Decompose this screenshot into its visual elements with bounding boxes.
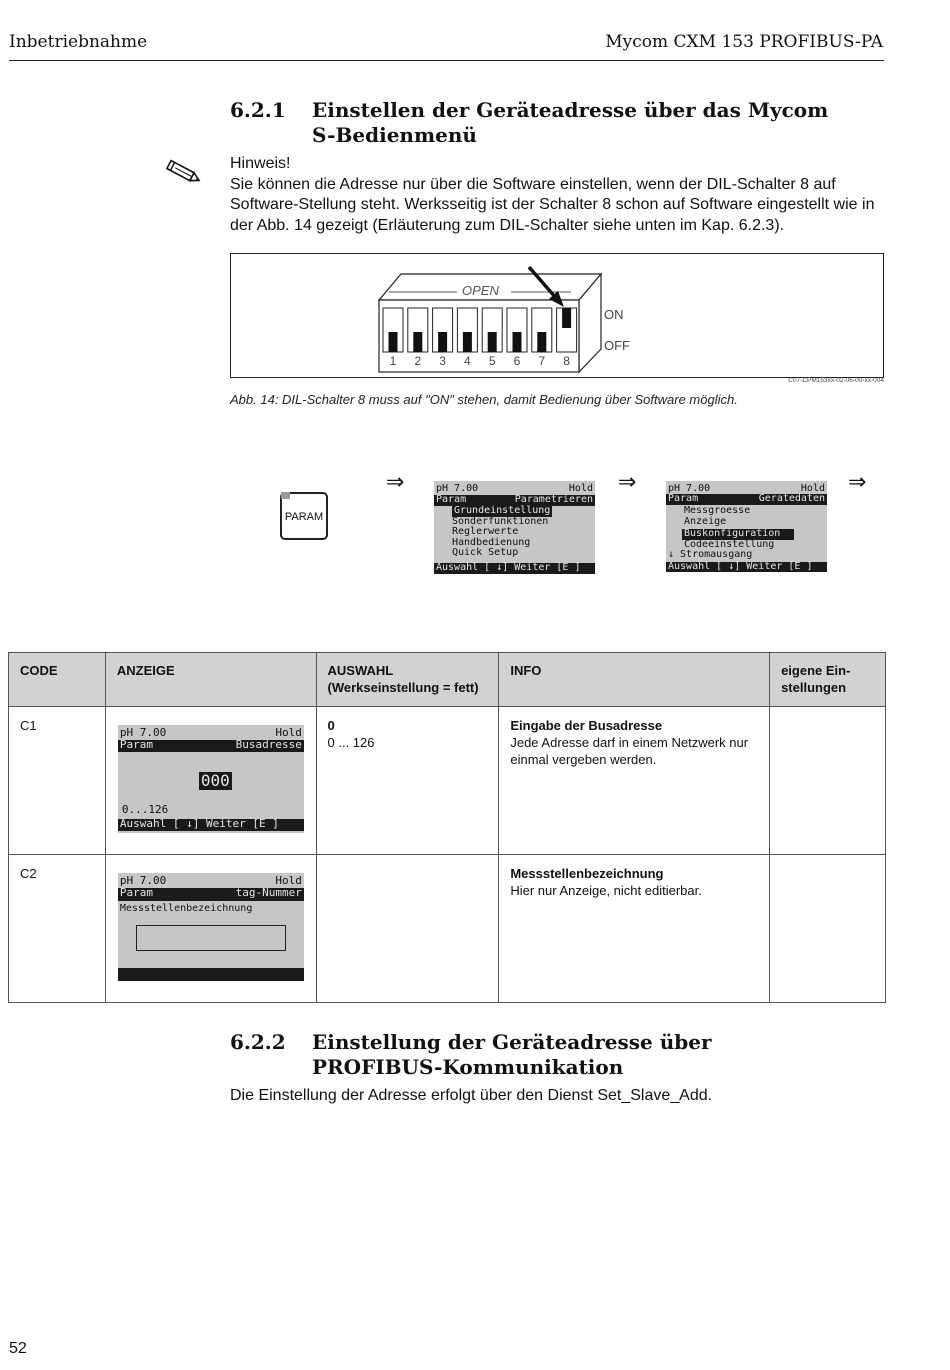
cell-info: [499, 855, 770, 1003]
cell-eigene: [770, 707, 886, 855]
lcd-footer: Auswahl [ ↓] Weiter [E ]: [119, 817, 279, 830]
dil-switch-knob-off: [438, 332, 447, 352]
cell-anzeige: [105, 855, 316, 1003]
dil-off-label: OFF: [604, 338, 630, 353]
table-row: [9, 855, 886, 1003]
lcd-range: 0...126: [121, 803, 169, 816]
figure-caption: Abb. 14: DIL-Schalter 8 muss auf "ON" stehen, damit Bedienung über Software möglich.: [230, 392, 738, 407]
lcd-address-value: 000: [200, 771, 230, 790]
column-header-code: CODE: [9, 653, 106, 707]
lcd-item: Handbedienung: [452, 537, 531, 548]
dil-open-label: OPEN: [462, 283, 499, 298]
lcd-screen-parametrieren: [434, 481, 595, 574]
lcd-screen-geratedaten: [666, 481, 827, 572]
dil-switch-knob-off: [463, 332, 472, 352]
lcd-menu-title: tag-Nummer: [235, 886, 302, 899]
lcd-hold: Hold: [800, 483, 825, 494]
lcd-menu-title: Parametrieren: [514, 494, 593, 505]
dil-switch-number: 4: [464, 354, 471, 368]
lcd-menu-left: Param: [119, 738, 154, 751]
lcd-hold: Hold: [568, 483, 593, 494]
lcd-hold: Hold: [275, 726, 302, 739]
column-header-anzeige: ANZEIGE: [105, 653, 316, 707]
lcd-item: Anzeige: [684, 516, 727, 527]
dil-switch-number: 7: [538, 354, 546, 368]
dil-switch-knob-off: [389, 332, 398, 352]
info-text: Jede Adresse darf in einem Netzwerk nur einmal vergeben werden.: [510, 735, 749, 767]
lcd-menu-left: Param: [119, 886, 154, 899]
dil-switch-number: 8: [563, 354, 570, 368]
lcd-item-selected: Buskonfiguration: [682, 529, 794, 540]
lcd-ph: pH 7.00: [119, 874, 167, 887]
note-block: [230, 154, 890, 236]
pencil-icon: [162, 154, 202, 190]
section-number: 6.2.2: [230, 1030, 286, 1054]
table-row: [9, 707, 886, 855]
dil-switch-knob-off: [513, 332, 522, 352]
lcd-ph: pH 7.00: [436, 483, 479, 494]
section-title: Einstellung der Geräteadresse über PROFIBUS-Kommunikation: [312, 1030, 712, 1079]
lcd-line: Messstellenbezeichnung: [119, 903, 253, 914]
dil-switch-knob-off: [413, 332, 422, 352]
lcd-screen-tag-nummer: [118, 873, 304, 981]
param-key: PARAM: [280, 492, 328, 540]
column-header-info: INFO: [499, 653, 770, 707]
sequence-arrow: ⇒: [618, 470, 637, 495]
code-table: [8, 652, 886, 1003]
lcd-item: Codeeinstellung: [684, 539, 775, 550]
lcd-menu-left: Param: [436, 494, 467, 505]
auswahl-range: 0 ... 126: [327, 735, 375, 750]
lcd-footer: Auswahl [ ↓] Weiter [E ]: [436, 562, 581, 573]
dil-switch-number: 6: [513, 354, 521, 368]
dil-switch-drawing: [231, 254, 883, 377]
lcd-item-selected: Grundeinstellung: [454, 505, 551, 516]
lcd-footer: Auswahl [ ↓] Weiter [E ]: [668, 561, 813, 572]
lcd-ph: pH 7.00: [119, 726, 167, 739]
dil-switch-figure: [230, 253, 884, 378]
cell-code: C1: [9, 707, 106, 855]
lcd-footer-bar: [118, 968, 304, 981]
lcd-item: ↓ Stromausgang: [668, 549, 753, 560]
auswahl-default: 0: [327, 718, 335, 733]
dil-switch-knob-off: [488, 332, 497, 352]
info-title: Eingabe der Busadresse: [510, 718, 663, 733]
lcd-screen-busadresse: [118, 725, 304, 833]
table-header-row: [9, 653, 886, 707]
running-header-product: Mycom CXM 153 PROFIBUS-PA: [605, 32, 883, 52]
lcd-item: Sonderfunktionen: [452, 516, 549, 527]
param-key-led: [281, 492, 290, 499]
section-number: 6.2.1: [230, 98, 286, 122]
info-title: Messstellenbezeichnung: [510, 866, 664, 881]
header-rule: [9, 60, 884, 61]
lcd-ph: pH 7.00: [668, 483, 711, 494]
cell-auswahl: [316, 707, 499, 855]
page-number: 52: [9, 1340, 27, 1357]
cell-code: C2: [9, 855, 106, 1003]
cell-info: [499, 707, 770, 855]
lcd-item: Quick Setup: [452, 547, 519, 558]
dil-switch-knob-on: [562, 308, 571, 328]
dil-switch-knob-off: [537, 332, 546, 352]
dil-switch-number: 1: [389, 354, 397, 368]
section-body-text: Die Einstellung der Adresse erfolgt über den Dienst Set_Slave_Add.: [230, 1087, 713, 1104]
cell-auswahl: [316, 855, 499, 1003]
lcd-menu-left: Param: [668, 493, 699, 504]
note-text: Sie können die Adresse nur über die Software einstellen, wenn der DIL-Schalter 8 auf Software-Stellung steht. Werksseitig ist der Schalter 8 schon auf Software eingestellt wie in der Abb. 14 gezeigt (Erläuterung zum DIL-Schalter siehe unten im Kap. 6.2.3).: [230, 175, 875, 234]
lcd-menu-title: Busadresse: [235, 738, 302, 751]
sequence-arrow: ⇒: [848, 470, 867, 495]
lcd-text-box: [136, 925, 286, 951]
note-title: Hinweis!: [230, 155, 291, 172]
dil-switch-number: 3: [439, 354, 446, 368]
column-header-auswahl: AUSWAHL (Werkseinstellung = fett): [316, 653, 499, 707]
dil-switch-number: 5: [488, 354, 496, 368]
lcd-item: Messgroesse: [684, 505, 751, 516]
cell-anzeige: [105, 707, 316, 855]
dil-switch-number: 2: [414, 354, 422, 368]
lcd-menu-title: Geratedaten: [758, 493, 825, 504]
column-header-eigene: eigene Ein- stellungen: [770, 653, 886, 707]
dil-on-label: ON: [604, 307, 624, 322]
info-text: Hier nur Anzeige, nicht editierbar.: [510, 883, 702, 898]
sequence-arrow: ⇒: [386, 470, 405, 495]
running-header-chapter: Inbetriebnahme: [9, 32, 148, 52]
cell-eigene: [770, 855, 886, 1003]
lcd-hold: Hold: [275, 874, 302, 887]
section-title: Einstellen der Geräteadresse über das Mycom S-Bedienmenü: [312, 98, 829, 147]
lcd-item: Reglerwerte: [452, 526, 519, 537]
figure-code: C07-CPM153xx-02-06-00-xx-004: [788, 377, 884, 384]
